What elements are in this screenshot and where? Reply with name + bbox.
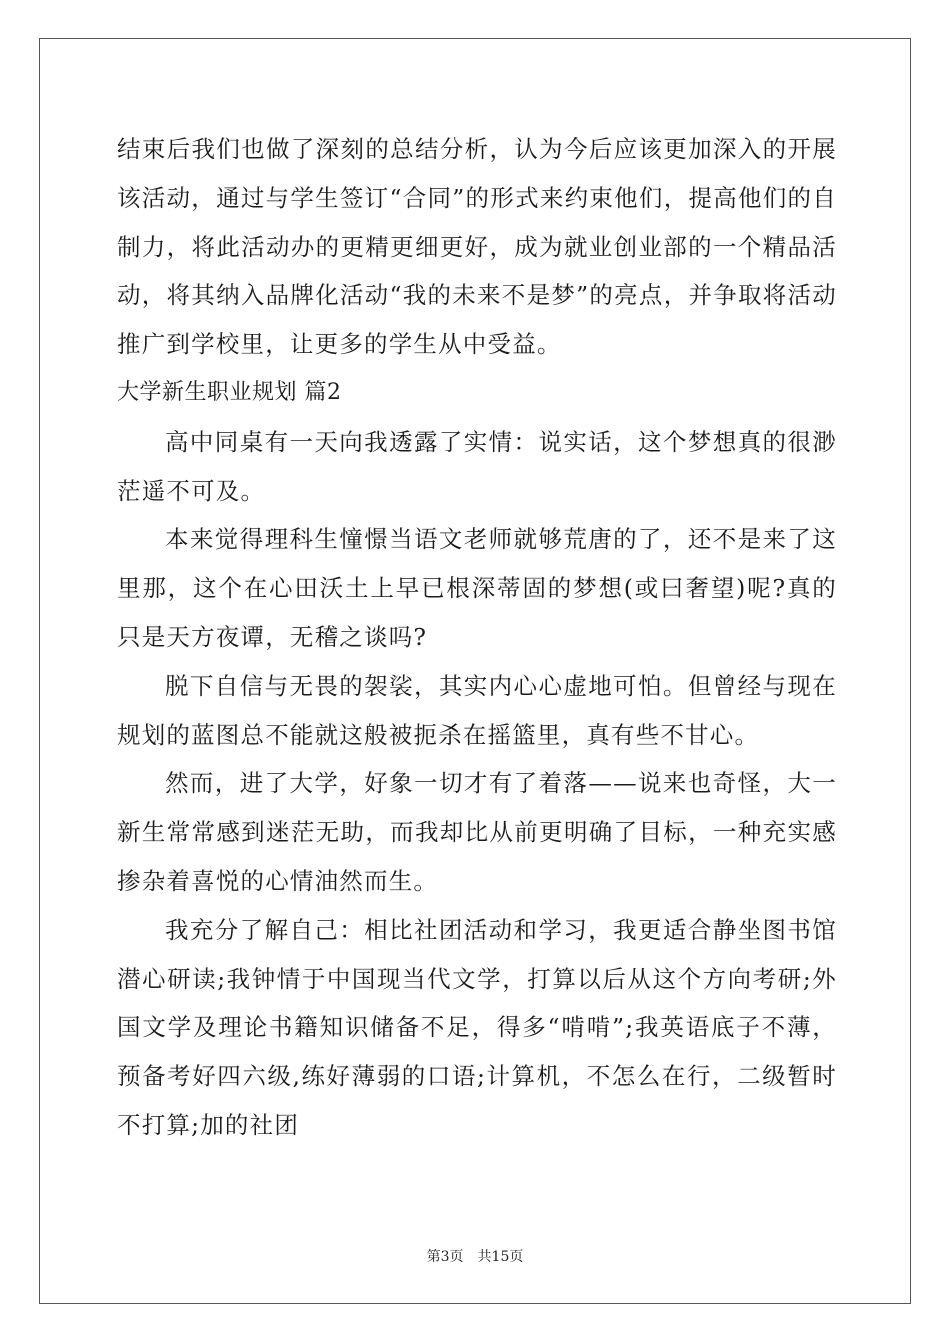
page-footer bbox=[0, 1246, 950, 1266]
page-number: 第3页 bbox=[426, 1249, 464, 1265]
page-total: 共15页 bbox=[477, 1249, 524, 1265]
paragraph-5: 然而，进了大学，好象一切才有了着落——说来也奇怪，大一新生常常感到迷茫无助，而我却比从前更明确了目标，一种充实感掺杂着喜悦的心情油然而生。 bbox=[117, 769, 837, 895]
section-heading: 大学新生职业规划 篇2 bbox=[117, 379, 342, 405]
paragraph-6: 我充分了解自己：相比社团活动和学习，我更适合静坐图书馆潜心研读;我钟情于中国现当代文学，打算以后从这个方向考研;外国文学及理论书籍知识储备不足，得多“啃啃”;我英语底子不薄，预备考好四六级,练好薄弱的口语;计算机，不怎么在行，二级暂时不打算;加的社团 bbox=[117, 915, 837, 1139]
paragraph-4: 脱下自信与无畏的袈裟，其实内心心虚地可怕。但曾经与现在规划的蓝图总不能就这般被扼杀在摇篮里，真有些不甘心。 bbox=[117, 671, 837, 749]
paragraph-3: 本来觉得理科生憧憬当语文老师就够荒唐的了，还不是来了这里那，这个在心田沃土上早已根深蒂固的梦想(或曰奢望)呢?真的只是天方夜谭，无稽之谈吗? bbox=[117, 525, 837, 651]
document-body bbox=[117, 125, 837, 1150]
paragraph-2: 高中同桌有一天向我透露了实情：说实话，这个梦想真的很渺茫遥不可及。 bbox=[117, 427, 837, 505]
paragraph-1: 结束后我们也做了深刻的总结分析，认为今后应该更加深入的开展该活动，通过与学生签订“合同”的形式来约束他们，提高他们的自制力，将此活动办的更精更细更好，成为就业创业部的一个精品活动，将其纳入品牌化活动“我的未来不是梦”的亮点，并争取将活动推广到学校里，让更多的学生从中受益。 bbox=[117, 135, 837, 359]
